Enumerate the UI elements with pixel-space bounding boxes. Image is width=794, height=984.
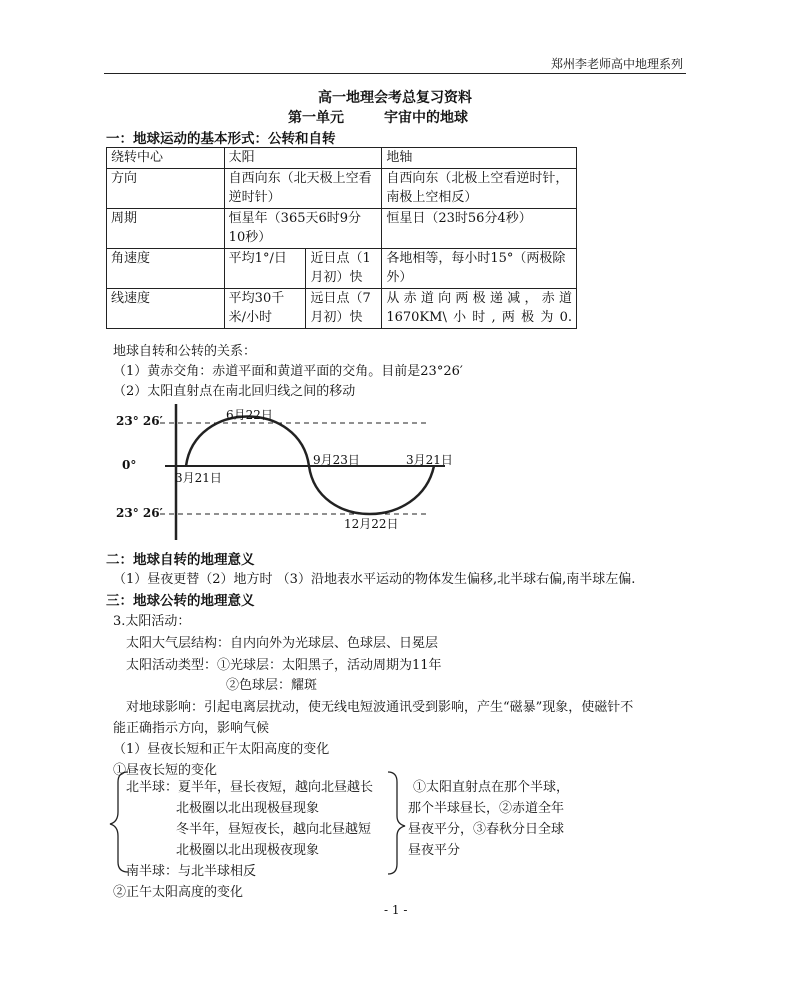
paragraph: （1）昼夜长短和正午太阳高度的变化: [113, 742, 330, 757]
section2-heading: 二：地球自转的地理意义: [106, 552, 255, 568]
date-mar21-start: 3月21日: [175, 471, 222, 485]
date-jun22: 6月22日: [226, 408, 273, 422]
table-cell: 自西向东（北天极上空看逆时针）: [224, 168, 382, 208]
relation-item-1: （1）黄赤交角：赤道平面和黄道平面的交角。目前是23°26′: [113, 364, 463, 379]
table-cell: 从赤道向两极递减，赤道1670KM\小时,两极为0.: [382, 288, 577, 328]
note-line: 昼夜平分: [408, 843, 461, 858]
paragraph: 3.太阳活动：: [113, 614, 191, 629]
table-cell: 自西向东（北极上空看逆时针，南极上空相反）: [382, 168, 577, 208]
table-cell: 太阳: [224, 148, 382, 169]
table-cell: 周期: [107, 208, 225, 248]
right-brace: [388, 772, 405, 874]
paragraph: 对地球影响：引起电离层扰动，使无线电短波通讯受到影响，产生“磁暴”现象，使磁针不: [126, 700, 634, 715]
table-cell: 线速度: [107, 288, 225, 328]
note-line: ①太阳直射点在那个半球，: [413, 780, 570, 795]
brace-line: 冬半年，昼短夜长，越向北昼越短: [176, 822, 372, 837]
table-cell: 平均30千米/小时: [224, 288, 306, 328]
section3-heading: 三：地球公转的地理意义: [106, 593, 255, 609]
lat-label-bottom: 23° 26′: [116, 506, 163, 520]
table-cell: 恒星日（23时56分4秒）: [382, 208, 577, 248]
table-cell: 近日点（1月初）快: [306, 248, 382, 288]
lat-label-zero: 0°: [122, 458, 137, 472]
table-cell: 恒星年（365天6时9分10秒）: [224, 208, 382, 248]
brace-line: 北半球：夏半年，昼长夜短，越向北昼越长: [126, 780, 374, 795]
paragraph: ②正午太阳高度的变化: [113, 885, 244, 900]
note-line: 昼夜平分，③春秋分日全球: [408, 822, 565, 837]
lat-label-top: 23° 26′: [116, 414, 163, 428]
table-cell: 平均1°/日: [224, 248, 306, 288]
section1-heading: 一：地球运动的基本形式：公转和自转: [106, 131, 336, 147]
paragraph: 能正确指示方向，影响气候: [113, 721, 270, 736]
unit-title: 宇宙中的地球: [384, 110, 468, 126]
date-mar21-end: 3月21日: [406, 453, 453, 467]
paragraph: 太阳大气层结构：自内向外为光球层、色球层、日冕层: [126, 636, 439, 651]
note-line: 那个半球昼长，②赤道全年: [408, 801, 565, 816]
brace-line: 北极圈以北出现极昼现象: [176, 801, 320, 816]
paragraph: 太阳活动类型：①光球层：太阳黑子，活动周期为11年: [126, 658, 442, 673]
relation-title: 地球自转和公转的关系：: [113, 344, 257, 359]
table-cell: 绕转中心: [107, 148, 225, 169]
table-cell: 地轴: [382, 148, 577, 169]
rotation-significance: （1）昼夜更替（2）地方时 （3）沿地表水平运动的物体发生偏移,北半球右偏,南半球左偏.: [113, 572, 636, 587]
unit-label: 第一单元: [288, 110, 344, 126]
brace-line: 北极圈以北出现极夜现象: [176, 843, 320, 858]
series-label: 郑州李老师高中地理系列: [551, 57, 684, 71]
table-cell: 各地相等，每小时15°（两极除外）: [382, 248, 577, 288]
page-number: - 1 -: [384, 903, 408, 917]
document-title: 高一地理会考总复习资料: [318, 90, 472, 106]
table-cell: 角速度: [107, 248, 225, 288]
paragraph: ②色球层：耀斑: [226, 678, 318, 693]
paragraph: ①昼夜长短的变化: [113, 763, 218, 778]
table-cell: 远日点（7月初）快: [306, 288, 382, 328]
table-cell: 方向: [107, 168, 225, 208]
brace-line: 南半球：与北半球相反: [126, 864, 257, 879]
date-dec22: 12月22日: [344, 517, 399, 531]
date-sep23: 9月23日: [313, 453, 360, 467]
relation-item-2: （2）太阳直射点在南北回归线之间的移动: [113, 384, 356, 399]
